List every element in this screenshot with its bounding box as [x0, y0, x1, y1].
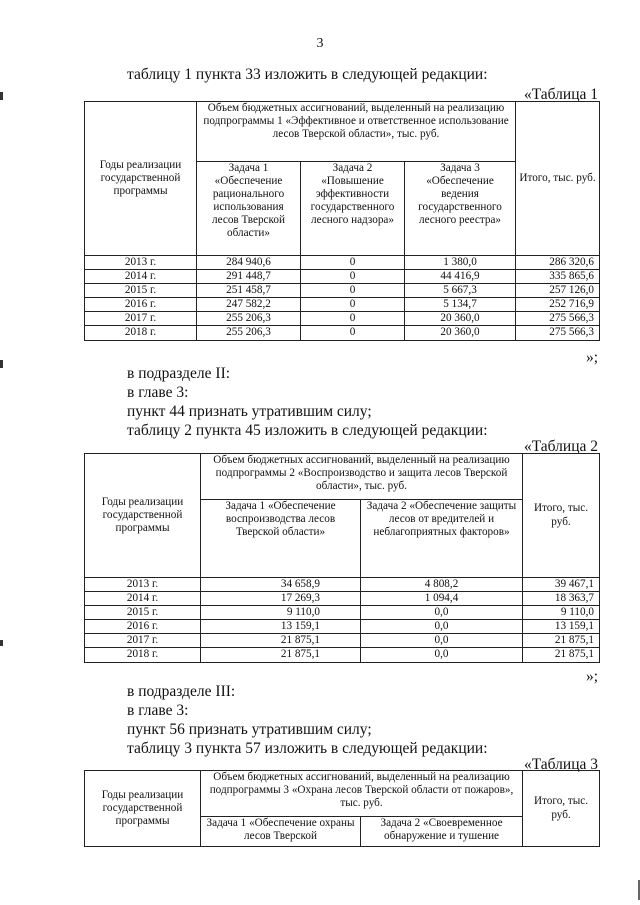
table-row [85, 326, 600, 340]
table-cell: 2016 г. [85, 298, 197, 312]
table-cell: 13 159,1 [201, 620, 361, 634]
table3-total-header: Итого, тыс. руб. [523, 771, 600, 847]
table2 [84, 453, 600, 663]
table1-task2-header: Задача 2 «Повышение эффективности государственного лесного надзора» [301, 162, 405, 256]
table-cell: 257 126,0 [516, 284, 600, 298]
section2-line: в главе 3: [127, 384, 189, 401]
table-row [85, 256, 600, 270]
section2-line: в подразделе II: [127, 365, 231, 382]
table-cell: 255 206,3 [197, 312, 301, 326]
table-row [85, 312, 600, 326]
table-row [85, 270, 600, 284]
table-cell: 2018 г. [85, 326, 197, 340]
table-cell: 255 206,3 [197, 326, 301, 340]
table-cell: 21 875,1 [523, 648, 600, 662]
table-cell: 13 159,1 [523, 620, 600, 634]
table-cell: 17 269,3 [201, 592, 361, 606]
table-cell: 2014 г. [85, 270, 197, 284]
table-cell: 9 110,0 [523, 606, 600, 620]
table1-task1-header: Задача 1 «Обеспечение рационального использования лесов Тверской области» [197, 162, 301, 256]
table3-task1-header: Задача 1 «Обеспечение охраны лесов Тверской [201, 817, 361, 847]
table-cell: 0 [301, 326, 405, 340]
section3-line: в главе 3: [127, 702, 189, 719]
table-cell: 335 865,6 [516, 270, 600, 284]
table-cell: 34 658,9 [201, 578, 361, 592]
table-cell: 21 875,1 [201, 634, 361, 648]
table-cell: 0,0 [361, 620, 523, 634]
section2-line: пункт 44 признать утратившим силу; [127, 403, 372, 420]
table-cell: 275 566,3 [516, 312, 600, 326]
table-cell: 252 716,9 [516, 298, 600, 312]
scan-edge-mark [0, 92, 3, 100]
table3 [84, 770, 600, 847]
table3-caption: «Таблица 3 [523, 756, 598, 773]
table-row [85, 606, 600, 620]
table-cell: 0,0 [361, 648, 523, 662]
table-row [85, 620, 600, 634]
table-cell: 21 875,1 [201, 648, 361, 662]
table-cell: 251 458,7 [197, 284, 301, 298]
table-cell: 2015 г. [85, 606, 201, 620]
table-cell: 39 467,1 [523, 578, 600, 592]
section3-line: пункт 56 признать утратившим силу; [127, 721, 372, 738]
table-row [85, 648, 600, 662]
table-cell: 0 [301, 270, 405, 284]
table-cell: 0,0 [361, 634, 523, 648]
table3-group-header: Объем бюджетных ассигнований, выделенный на реализацию подпрограммы 3 «Охрана лесов Тверской области от пожаров», тыс. руб. [201, 771, 523, 817]
table-row [85, 284, 600, 298]
table3-task2-header: Задача 2 «Своевременное обнаружение и тушение [361, 817, 523, 847]
scan-edge-mark [0, 360, 3, 368]
table-cell: 0 [301, 256, 405, 270]
table1-total-header: Итого, тыс. руб. [516, 102, 600, 256]
table-row [85, 592, 600, 606]
table-cell: 18 363,7 [523, 592, 600, 606]
table-row [85, 298, 600, 312]
table-cell: 0 [301, 298, 405, 312]
section3-line: в подразделе III: [127, 683, 236, 700]
table-cell: 2017 г. [85, 312, 197, 326]
table-cell: 286 320,6 [516, 256, 600, 270]
table2-task2-header: Задача 2 «Обеспечение защиты лесов от вредителей и неблагоприятных факторов» [361, 500, 523, 578]
table2-group-header: Объем бюджетных ассигнований, выделенный на реализацию подпрограммы 2 «Воспроизводство и защита лесов Тверской области», тыс. руб. [201, 454, 523, 500]
table-cell: 291 448,7 [197, 270, 301, 284]
table1-caption: «Таблица 1 [523, 86, 598, 103]
page-number: 3 [316, 36, 324, 51]
table-cell: 284 940,6 [197, 256, 301, 270]
table-cell: 2015 г. [85, 284, 197, 298]
table1-group-header: Объем бюджетных ассигнований, выделенный на реализацию подпрограммы 1 «Эффективное и ответственное использование лесов Тверской области», тыс. руб. [197, 102, 516, 162]
table1-closing: »; [585, 349, 598, 366]
table3-years-header: Годы реализации государственной программы [85, 771, 201, 847]
table2-closing: »; [585, 668, 598, 685]
table-cell: 2018 г. [85, 648, 201, 662]
table-cell: 275 566,3 [516, 326, 600, 340]
table-cell: 0 [301, 284, 405, 298]
table-cell: 1 094,4 [361, 592, 523, 606]
table-cell: 2016 г. [85, 620, 201, 634]
table-cell: 0,0 [361, 606, 523, 620]
table-cell: 21 875,1 [523, 634, 600, 648]
table-cell: 9 110,0 [201, 606, 361, 620]
table2-years-header: Годы реализации государственной программы [85, 454, 201, 578]
table2-caption: «Таблица 2 [523, 438, 598, 455]
section3-line: таблицу 3 пункта 57 изложить в следующей редакции: [127, 740, 488, 757]
table-cell: 1 380,0 [405, 256, 516, 270]
table-cell: 4 808,2 [361, 578, 523, 592]
table-cell: 20 360,0 [405, 312, 516, 326]
table2-task1-header: Задача 1 «Обеспечение воспроизводства лесов Тверской области» [201, 500, 361, 578]
table-cell: 0 [301, 312, 405, 326]
table-cell: 2017 г. [85, 634, 201, 648]
intro-line: таблицу 1 пункта 33 изложить в следующей редакции: [127, 66, 488, 83]
table-row [85, 578, 600, 592]
table-cell: 2013 г. [85, 256, 197, 270]
table1-years-header: Годы реализации государственной программы [85, 102, 197, 256]
table1 [84, 101, 600, 341]
scan-edge-mark [0, 640, 3, 646]
table-row [85, 634, 600, 648]
table-cell: 20 360,0 [405, 326, 516, 340]
table-cell: 5 134,7 [405, 298, 516, 312]
table-cell: 247 582,2 [197, 298, 301, 312]
table-cell: 2013 г. [85, 578, 201, 592]
table-cell: 5 667,3 [405, 284, 516, 298]
table-cell: 44 416,9 [405, 270, 516, 284]
table1-task3-header: Задача 3 «Обеспечение ведения государственного лесного реестра» [405, 162, 516, 256]
section2-line: таблицу 2 пункта 45 изложить в следующей редакции: [127, 422, 488, 439]
table2-total-header: Итого, тыс. руб. [523, 454, 600, 578]
table-cell: 2014 г. [85, 592, 201, 606]
